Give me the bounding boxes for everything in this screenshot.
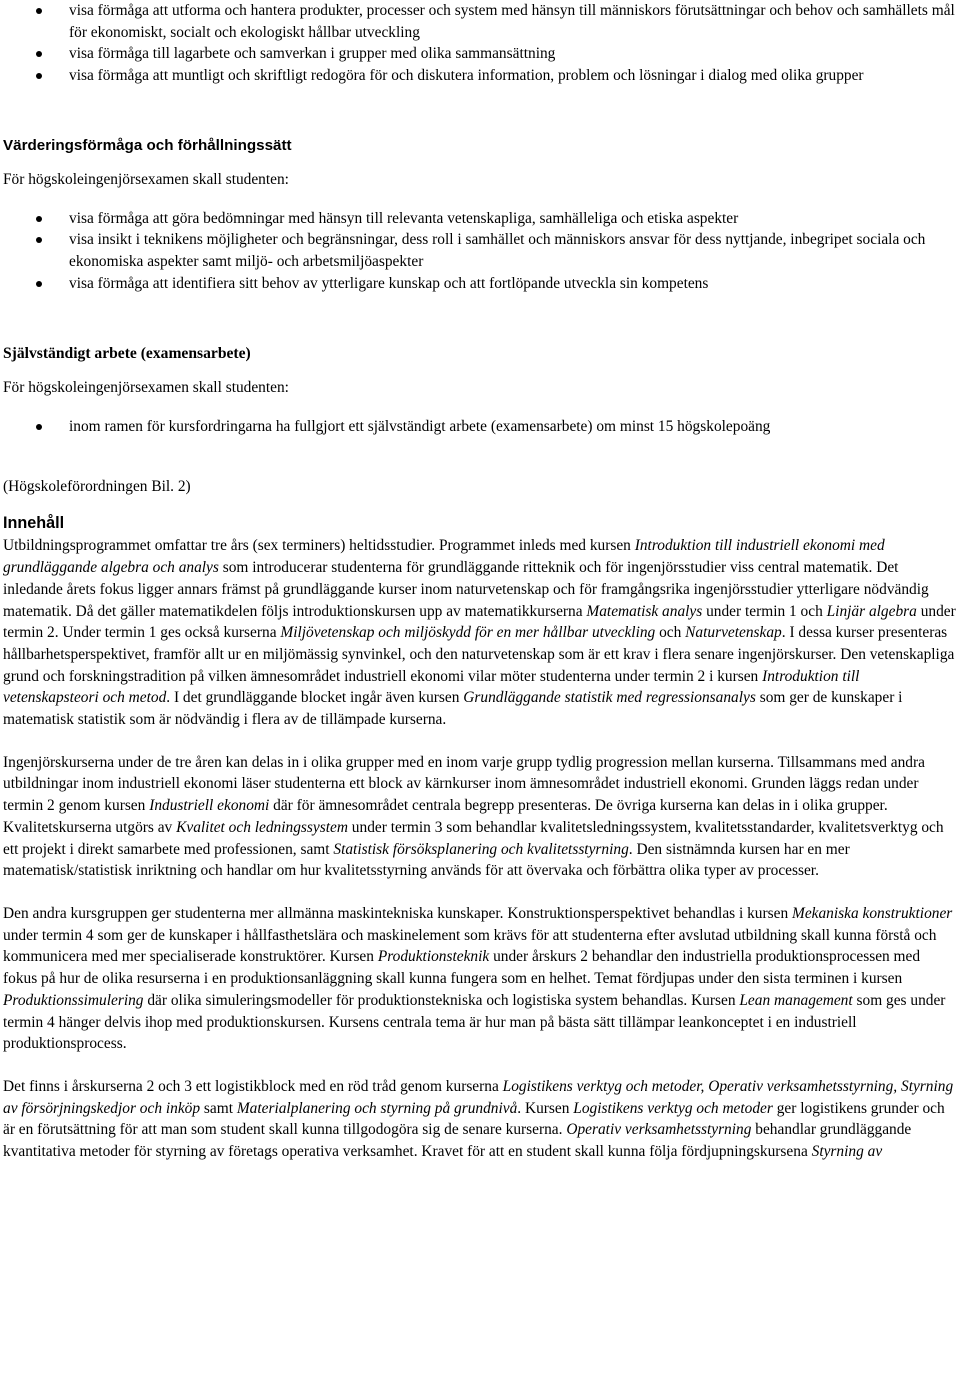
paragraph: Utbildningsprogrammet omfattar tre års (sex terminers) heltidsstudier. Programmet inleds med kursen Introduktion till industriell ekonomi med grundläggande algebra och analys som introducerar studenterna för grundläggande ritteknik och för ingenjörsstudier viss central matematik. Det inledande årets fokus ligger annars främst på grundläggande kurser inom naturvetenskap och för framgångsrika ingenjörsstudier ytterligare nödvändig matematik. Då det gäller matematikdelen följs introduktionskursen upp av matematikkurserna Matematisk analys under termin 1 och Linjär algebra under termin 2. Under termin 1 ges också kurserna Miljövetenskap och miljöskydd för en mer hållbar utveckling och Naturvetenskap. I dessa kurser presenteras hållbarhetsperspektivet, framför allt ur en miljömässig synvinkel, och den naturvetenskap som är ett krav i flera senare ingenjörskurser. Den vetenskapliga grund och forskningstradition på vilken ämnesområdet industriell ekonomi vilar möter studenterna under termin 2 i kursen Introduktion till vetenskapsteori och metod. I det grundläggande blocket ingår även kursen Grundläggande statistik med regressionsanalys som ger de kunskaper i matematisk statistik som är nödvändig i flera av de tillämpade kurserna. — [3, 537, 956, 729]
skills-list — [3, 0, 958, 87]
thesis-list — [3, 416, 958, 438]
paragraph: Den andra kursgruppen ger studenterna mer allmänna maskintekniska kunskaper. Konstruktionsperspektivet behandlas i kursen Mekaniska konstruktioner under termin 4 som ger de kunskaper i hållfasthetslära och maskinelement som krävs för att studenterna efter avslutad utbildning skall kunna förstå och kommunicera med mer specialiserade konstruktörer. Kursen Produktionsteknik under årskurs 2 behandlar den industriella produktionsprocessen med fokus på hur de olika resurserna i en produktionsanläggning skall kunna fungera som en helhet. Temat fördjupas under den sista terminen i kursen Produktionssimulering där olika simuleringsmodeller för produktionstekniska och logistiska system behandlas. Kursen Lean management som ges under termin 4 hänger delvis ihop med produktionskursen. Kursens centrala tema är hur man på bästa sätt tillämpar leankonceptet i en industriell produktionsprocess. — [3, 904, 953, 1053]
section-heading-values: Värderingsförmåga och förhållningssätt — [3, 136, 292, 154]
section-intro: För högskoleingenjörsexamen skall studenten: — [3, 170, 289, 188]
list-item: visa förmåga att göra bedömningar med hänsyn till relevanta vetenskapliga, samhälleliga och etiska aspekter — [3, 208, 958, 230]
section-heading-thesis: Självständigt arbete (examensarbete) — [3, 345, 251, 363]
section-heading-innehall: Innehåll — [3, 514, 65, 533]
paragraph: Det finns i årskurserna 2 och 3 ett logistikblock med en röd tråd genom kurserna Logistikens verktyg och metoder, Operativ verksamhetsstyrning, Styrning av försörjningskedjor och inköp samt Materialplanering och styrning på grundnivå. Kursen Logistikens verktyg och metoder ger logistikens grunder och är en förutsättning för att man som student skall kunna tillgodogöra sig de senare kurserna. Operativ verksamhetsstyrning behandlar grundläggande kvantitativa metoder för styrning av företags operativa verksamhet. Kravet för att en student skall kunna följa fördjupningskursena Styrning av — [3, 1077, 954, 1161]
values-list — [3, 208, 958, 295]
section-intro: För högskoleingenjörsexamen skall studenten: — [3, 379, 289, 397]
reference-note: (Högskoleförordningen Bil. 2) — [3, 477, 191, 495]
paragraph: Ingenjörskurserna under de tre åren kan delas in i olika grupper med en inom varje grupp tydlig progression mellan kurserna. Tillsammans med andra utbildningar inom industriell ekonomi läser studenterna ett block av kärnkurser inom ämnesområdet industriell ekonomi. Grunden läggs redan under termin 2 genom kursen Industriell ekonomi där för ämnesområdet centrala begrepp presenteras. De övriga kurserna kan delas in i olika grupper. Kvalitetskurserna utgörs av Kvalitet och ledningssystem under termin 3 som behandlar kvalitetsledningssystem, kvalitetsstandarder, kvalitetsverktyg och ett projekt i direkt samarbete med professionen, samt Statistisk försöksplanering och kvalitetsstyrning. Den sistnämnda kursen har en mer matematisk/statistisk inriktning och handlar om hur kvalitetsstyrning används för att övervaka och förbättra olika typer av processer. — [3, 753, 944, 880]
list-item: visa insikt i teknikens möjligheter och begränsningar, dess roll i samhället och människors ansvar för dess nyttjande, inbegripet sociala och ekonomiska aspekter samt miljö- och arbetsmiljöaspekter — [3, 229, 958, 272]
list-item: visa förmåga att identifiera sitt behov av ytterligare kunskap och att fortlöpande utveckla sin kompetens — [3, 273, 958, 295]
list-item: visa förmåga att muntligt och skriftligt redogöra för och diskutera information, problem och lösningar i dialog med olika grupper — [3, 65, 958, 87]
list-item: visa förmåga till lagarbete och samverkan i grupper med olika sammansättning — [3, 43, 958, 65]
list-item: inom ramen för kursfordringarna ha fullgjort ett självständigt arbete (examensarbete) om minst 15 högskolepoäng — [3, 416, 958, 438]
list-item: visa förmåga att utforma och hantera produkter, processer och system med hänsyn till människors förutsättningar och behov och samhällets mål för ekonomiskt, socialt och ekologiskt hållbar utveckling — [3, 0, 958, 43]
